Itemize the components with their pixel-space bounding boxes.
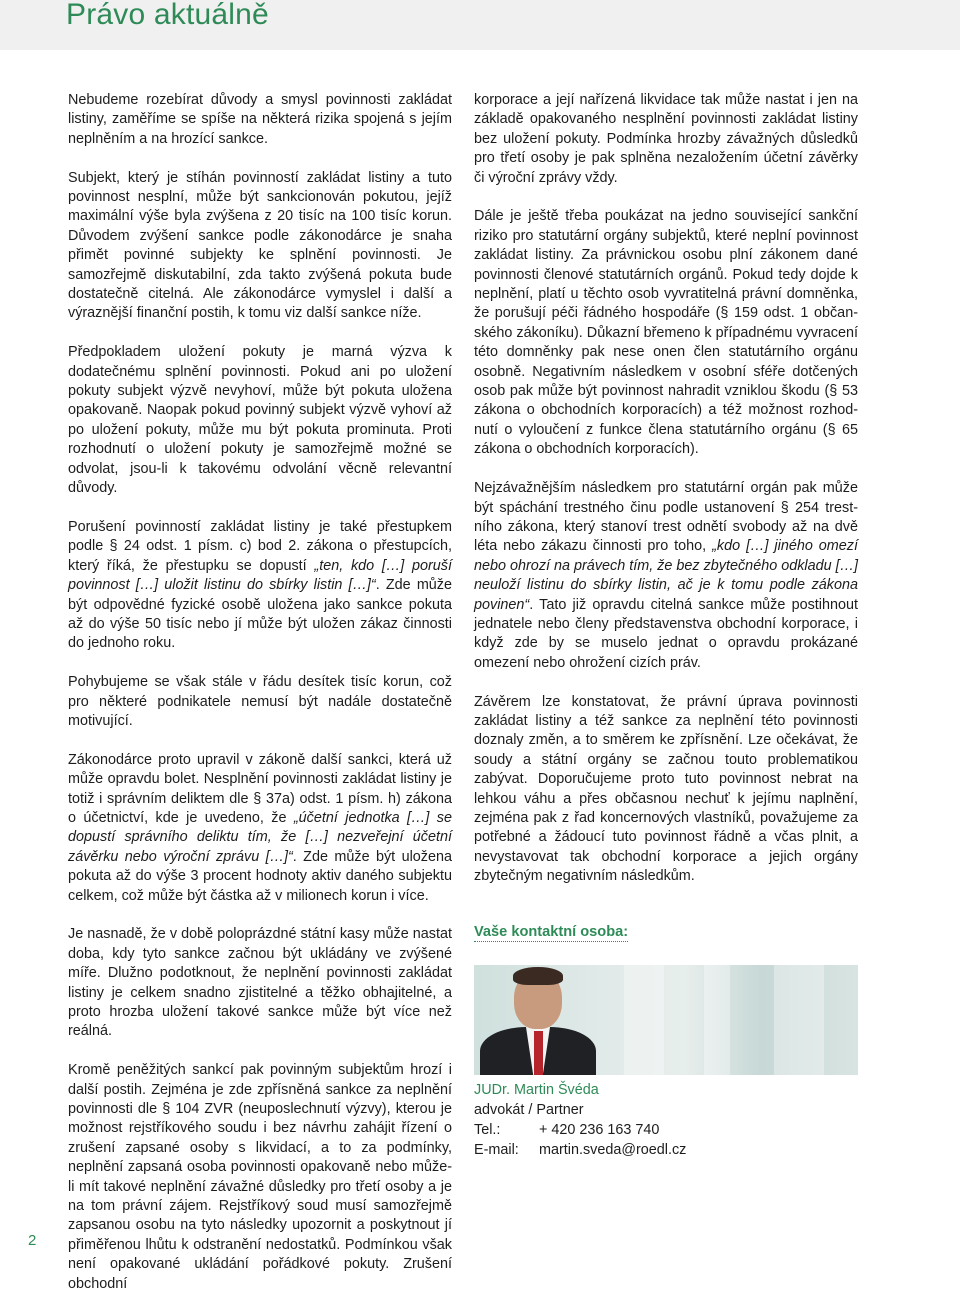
text-run: Zákonodárce proto upravil v zákoně další sankci, která už může opravdu bolet. Nesplnění povinnosti zakládat listiny je totiž i správním deliktem dle § 37a) odst. 1 písm. h) zákona o účetnictví, kde je uvedeno, že: [68, 751, 452, 826]
contact-email-row: [474, 1140, 686, 1160]
paragraph: Kromě peněžitých sankcí pak povinným subjektům hrozí i další postih. Zejména je zde zpřísněná sankce za neplnění povinnosti dle § 104 ZVR (neuposlechnutí výzvy), kterou je možnost rejstříkového soudu i bez návrhu zahájit řízení o zrušení zapsané osoby s likvidací, a to za podmínky, neplnění zapsaná osoba povinnosti opakovaně nebo může-li mít takové neplnění závažné důsledky pro třetí osoby a je na tom právní zájem. Rejstříkový soud musí samozřejmě zapsanou osobu na tyto následky upozornit a poskytnout jí přiměřenou lhůtu k odstranění nedostatků. Podmínkou však není opakované ukládání pořádkové pokuty. Zrušení obchodní: [68, 1062, 452, 1292]
paragraph: Dále je ještě třeba poukázat na jedno související sankční riziko pro statutární orgány subjektů, které neplní povinnost zakládat listiny. Za právnickou osobu plní zákonem dané povinnosti členové statutárních orgánů. Pokud tedy dojde k neplnění, platí u těchto osob vyvratitelná právní domněnka, že porušují péči řádného hospodáře (§ 159 odst. 1 občanského zákoníku). Důkazní břemeno k případnému vyvracení této domněnky pak nese onen člen statutárního orgánu osobně. Negativním následkem v osobní sféře dotčených osob pak může být povinnost nahradit vzniklou škodu (§ 53 zákona o obchodních korporacích) a též možnost rozhodnutí o vyloučení z funkce člena statutárního orgánu (§ 65 zákona o obchodních korporacích).: [474, 208, 858, 458]
page-number: 2: [28, 1232, 37, 1249]
text-run: Nejzávažnějším následkem pro statutární orgán pak může být spáchání trestného činu podle ustanovení § 254 trestního zákona, který stanoví trest odnětí svobody až na dvě léta nebo zákazu činnosti pro toho,: [474, 480, 858, 555]
contact-details: [474, 1080, 686, 1160]
paragraph: Subjekt, který je stíhán povinností zakládat listiny a tuto povinnost nesplní, může být sankcionován pokutou, jejíž maximální výše byla zvýšena z 20 tisíc na 100 tisíc korun. Důvodem zvýšení sankce podle zákonodárce je snaha přimět povinné subjekty ke splnění povinnosti. Je samozřejmě diskutabilní, zda takto zvýšená pokuta bude dostatečně citelná. Ale zákonodárce vymyslel i další a výraznější finanční postih, k tomu viz další sankce níže.: [68, 169, 452, 322]
paragraph: Předpokladem uložení pokuty je marná výzva k dodatečnému splnění povinnosti. Pokud ani po uložení pokuty subjekt výzvě nevyhoví, může být pokuta uložena opakovaně. Naopak pokud povinný subjekt výzvě vyhoví až po uložení pokuty, může mu být pokuta prominuta. Proti rozhodnutí o uložení pokuty je samozřejmě možné se odvolat, jsou-li k takovému odvolání věcně relevantní důvody.: [68, 344, 452, 497]
contact-heading: Vaše kontaktní osoba:: [474, 924, 629, 940]
quote: „ten, kdo […] poruší povinnost […] uložit listinu do sbírky listin […]“: [68, 557, 452, 594]
contact-role: advokát / Partner: [474, 1102, 584, 1118]
paragraph: Pohybujeme se však stále v řádu desítek tisíc korun, což pro některé podnikatele nemusí být nadále dostatečně motivující.: [68, 674, 452, 729]
paragraph: Závěrem lze konstatovat, že právní úprava povinnosti zakládat listiny a též sankce za neplnění této povinnosti doznaly změn, a to směrem ke zpřísnění. Lze očekávat, že soudy a státní orgány se začnou touto problematikou zabývat. Doporučujeme proto tuto povinnost nebrat na lehkou váhu a přes občasnou nechuť k jejímu naplnění, zejména pak z řad koncernových vlastníků, považujeme za potřebné a žádoucí tuto povinnost řádně a včas plnit, a nevystavovat tak obchodní korporace a jejich orgány zbytečným negativním následkům.: [474, 693, 858, 885]
contact-phone-row: [474, 1120, 686, 1140]
contact-name: JUDr. Martin Švéda: [474, 1082, 599, 1098]
phone-number: + 420 236 163 740: [539, 1122, 660, 1138]
paragraph: [68, 518, 452, 654]
text-run: . Zde může být uložena pokuta až do výše 3 procent hodnoty aktiv daného subjektu celkem, což může být částka až v milionech korun i více.: [68, 848, 452, 904]
quote: „účetní jednotka […] se dopustí správního deliktu tím, že […] nezveřejní účetní závěrku nebo výroční zprávu […]“: [68, 809, 452, 865]
paragraph: [474, 479, 858, 673]
paragraph: [68, 751, 452, 906]
paragraph: Je nasnadě, že v době poloprázdné státní kasy může nastat doba, kdy tyto sankce začnou být ukládány ve zvýšené míře. Dlužno podotknout, že neplnění povinnosti zakládat listiny je celkem snadno zjistitelné a těžko obhajitelné, a proto hrozba uložení takové sankce může být více než reálná.: [68, 926, 452, 1040]
paragraph: Nebudeme rozebírat důvody a smysl povinnosti zakládat listiny, zaměříme se spíše na některá rizika spojená s jejím neplněním a na hrozící sankce.: [68, 92, 452, 147]
header-band: [0, 0, 960, 50]
text-run: . Tato již opravdu citelná sankce může postihnout jednatele nebo členy představenstva obchodní korporace, i když zde by se muselo jednat o opravdu prokázané omezení nebo ohrožení cizích práv.: [474, 596, 858, 671]
quote: „kdo […] jiného omezí nebo ohrozí na právech tím, že bez zbytečného odkladu […] neuloží listinu do sbírky listin, ač je k tomu podle zákona povinen“: [474, 538, 858, 613]
email-label: E-mail:: [474, 1142, 519, 1158]
contact-photo: [474, 965, 858, 1075]
right-column: [474, 91, 858, 887]
left-column: [68, 91, 452, 1294]
text-run: Porušení povinností zakládat listiny je také přestupkem podle § 24 odst. 1 písm. c) bod 2. zákona o přestupcích, který říká, že přestupku se dopustí: [68, 518, 452, 574]
phone-label: Tel.:: [474, 1122, 501, 1138]
text-run: . Zde může být odpovědné fyzické osobě uložena jako sankce pokuta až do výše 50 tisíc nebo jí může být uložen zákaz činnosti do jednoho roku.: [68, 577, 453, 652]
page-title: Právo aktuálně: [66, 0, 269, 31]
email-address[interactable]: martin.sveda@roedl.cz: [539, 1142, 687, 1158]
paragraph: korporace a její nařízená likvidace tak může nastat i jen na základě opakovaného nesplnění povinnosti zakládat listiny bez uložení pokuty. Podmínka hrozby závažných důsledků pro třetí osoby je pak splněna nezaložením účetní závěrky či výroční zprávy vždy.: [474, 92, 858, 186]
